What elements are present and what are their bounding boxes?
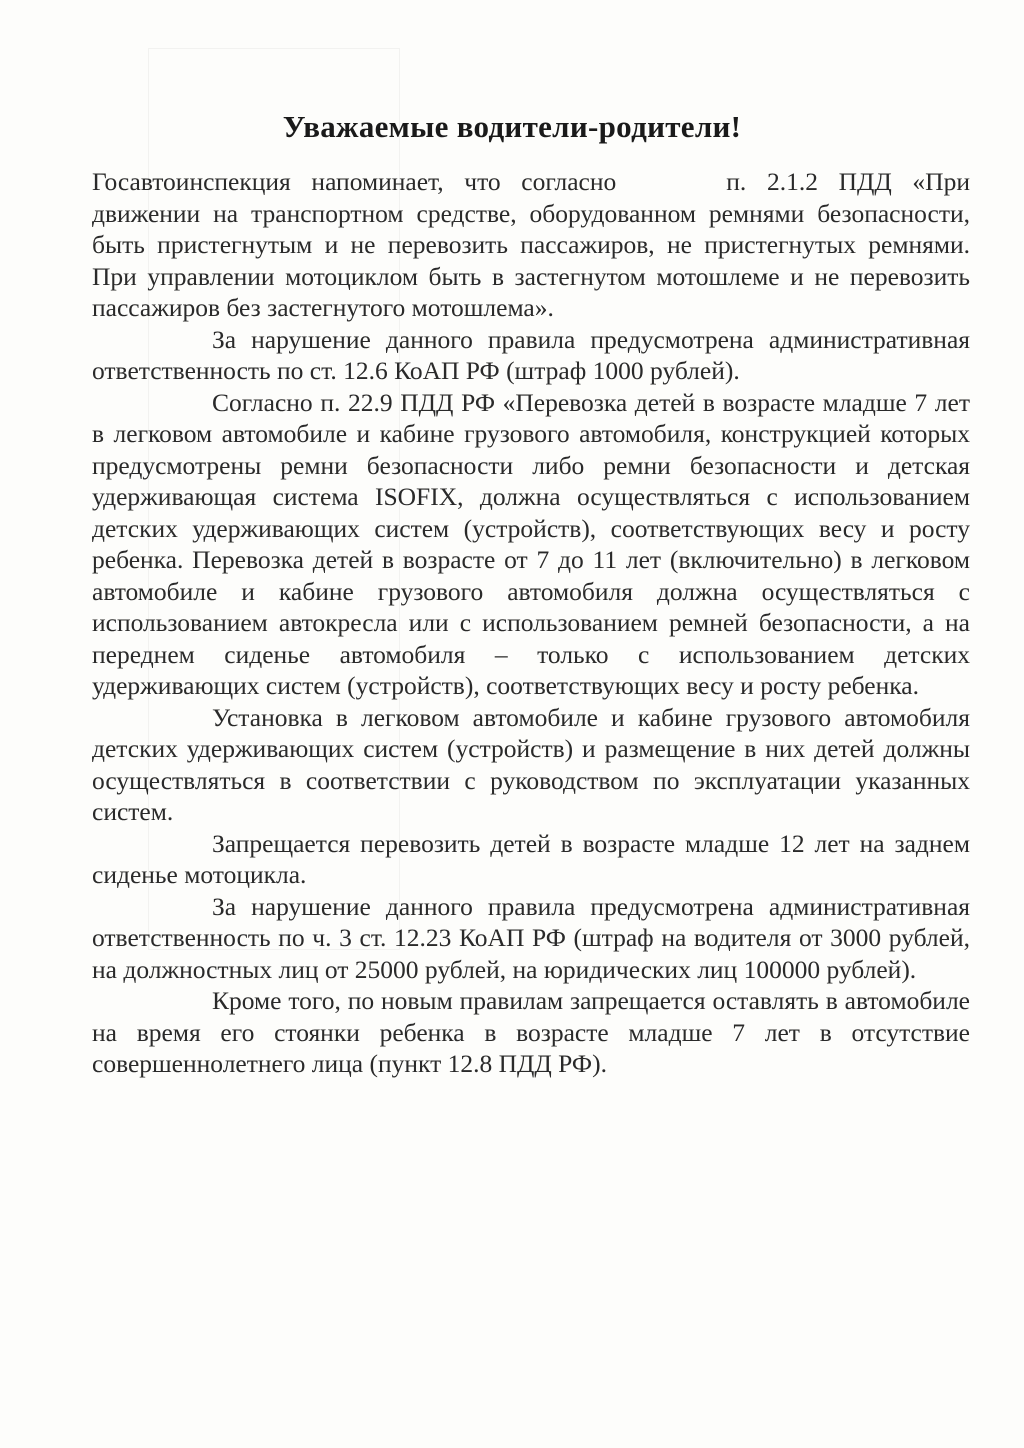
paragraph-pdd-12-8: Кроме того, по новым правилам запрещается оставлять в автомобиле на время его стоянки ребенка в возрасте младше 7 лет в отсутствие совершеннолетнего лица (пункт 12.8 ПДД РФ). (92, 986, 970, 1078)
paragraph-penalty-12-6: За нарушение данного правила предусмотрена административная ответственность по ст. 12.6 КоАП РФ (штраф 1000 рублей). (92, 324, 970, 385)
paragraph-installation: Установка в легковом автомобиле и кабине грузового автомобиля детских удерживающих систем (устройств) и размещение в них детей должны осуществляться в соответствии с руководством по эксплуатации указанных систем. (92, 702, 970, 826)
document-body (92, 166, 970, 1080)
paragraph-pdd-22-9: Согласно п. 22.9 ПДД РФ «Перевозка детей в возрасте младше 7 лет в легковом автомобиле и кабине грузового автомобиля, конструкцией которых предусмотрены ремни безопасности либо ремни безопасности и детская удерживающая система ISOFIX, должна осуществляться с использованием детских удерживающих систем (устройств), соответствующих весу и росту ребенка. Перевозка детей в возрасте от 7 до 11 лет (включительно) в легковом автомобиле и кабине грузового автомобиля должна осуществляться с использованием автокресла или с использованием ремней безопасности, а на переднем сиденье автомобиля – только с использованием детских удерживающих систем (устройств), соответствующих весу и росту ребенка. (92, 387, 970, 700)
paragraph-rest: п. 2.1.2 ПДД «При движении на транспортном средстве, оборудованном ремнями безопасности, быть пристегнутым и не перевозить пассажиров, не пристегнутых ремнями. При управлении мотоциклом быть в застегнутом мотошлеме и не перевозить пассажиров без застегнутого мотошлема». (92, 167, 970, 322)
paragraph-penalty-12-23: За нарушение данного правила предусмотрена административная ответственность по ч. 3 ст. 12.23 КоАП РФ (штраф на водителя от 3000 рублей, на должностных лиц от 25000 рублей, на юридических лиц 100000 рублей). (92, 891, 970, 984)
page-title: Уважаемые водители-родители! (282, 108, 742, 144)
paragraph-pdd-2-1-2 (92, 166, 970, 324)
paragraph-start: Госавтоинспекция напоминает, что согласно (92, 167, 617, 196)
paragraph-motorcycle-ban: Запрещается перевозить детей в возрасте младше 12 лет на заднем сиденье мотоцикла. (92, 828, 970, 889)
